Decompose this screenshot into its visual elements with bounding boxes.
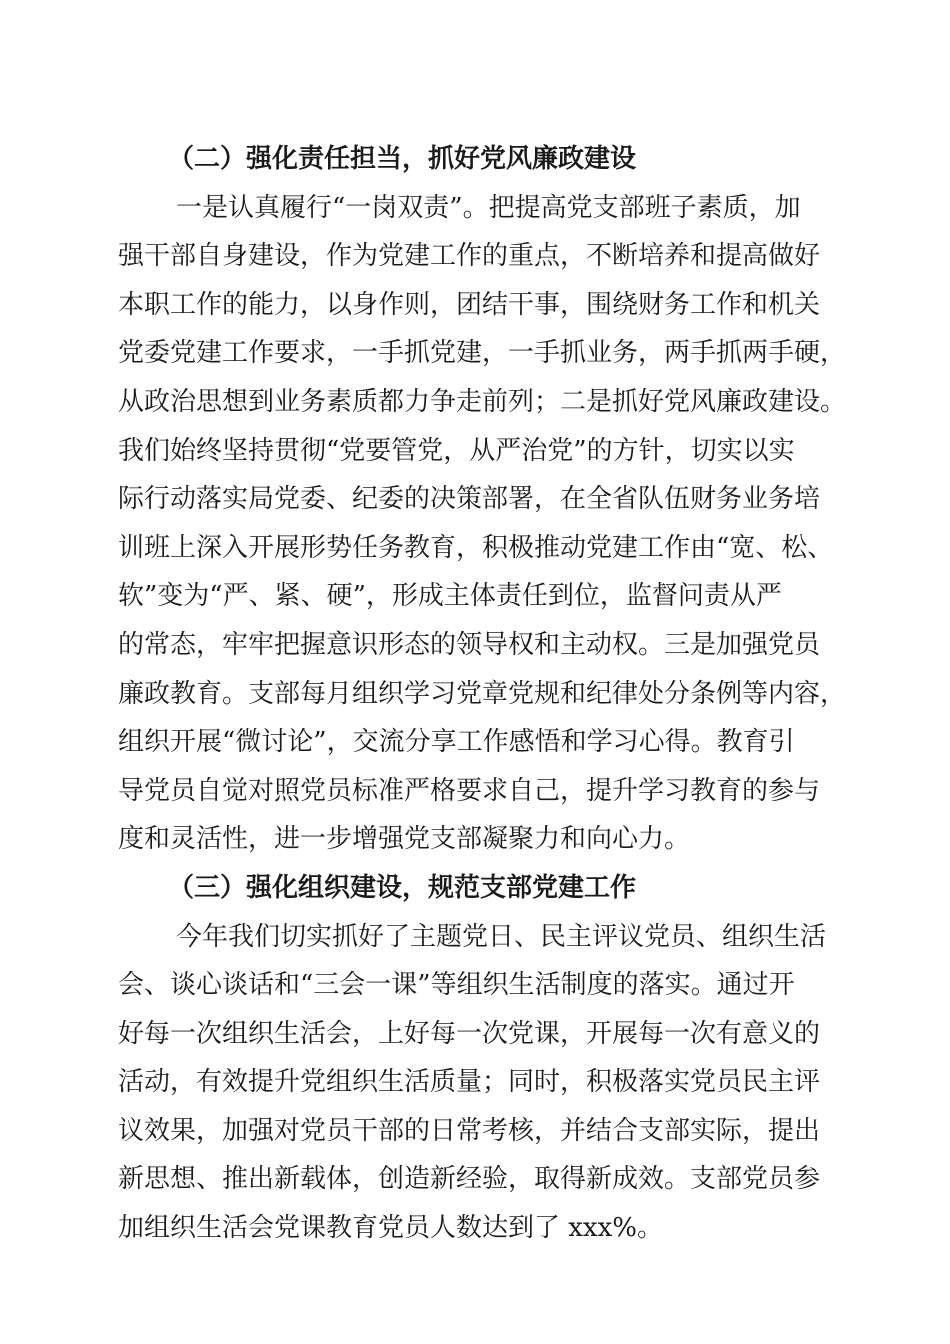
paragraph-line: 廉政教育。支部每月组织学习党章党规和纪律处分条例等内容， [118, 678, 847, 709]
paragraph-line: 好每一次组织生活会，上好每一次党课，开展每一次有意义的 [118, 1018, 821, 1049]
paragraph-line: 加组织生活会党课教育党员人数达到了 xxx%。 [118, 1213, 663, 1244]
paragraph-line: 软”变为“严、紧、硬”，形成主体责任到位，监督问责从严 [118, 581, 782, 612]
paragraph-line: 我们始终坚持贯彻“党要管党，从严治党”的方针，切实以实 [118, 435, 795, 466]
paragraph-line: 导党员自觉对照党员标准严格要求自己，提升学习教育的参与 [118, 775, 821, 806]
paragraph-line: 际行动落实局党委、纪委的决策部署，在全省队伍财务业务培 [118, 484, 821, 515]
paragraph-line: 训班上深入开展形势任务教育，积极推动党建工作由“宽、松、 [118, 532, 834, 563]
document-body [118, 135, 847, 1253]
paragraph-line: 强干部自身建设，作为党建工作的重点，不断培养和提高做好 [118, 241, 821, 272]
paragraph-line: 的常态，牢牢把握意识形态的领导权和主动权。三是加强党员 [118, 629, 821, 660]
section-paragraph [118, 913, 836, 1253]
paragraph-line: 议效果，加强对党员干部的日常考核，并结合支部实际，提出 [118, 1115, 821, 1146]
section-heading: （三）强化组织建设，规范支部党建工作 [168, 872, 637, 903]
paragraph-line: 会、谈心谈话和“三会一课”等组织生活制度的落实。通过开 [118, 970, 795, 1001]
section-heading: （二）强化责任担当，抓好党风廉政建设 [168, 144, 637, 174]
paragraph-line: 新思想、推出新载体，创造新经验，取得新成效。支部党员参 [118, 1164, 821, 1195]
paragraph-line: 度和灵活性，进一步增强党支部凝聚力和向心力。 [118, 824, 691, 855]
section-paragraph [118, 184, 847, 864]
paragraph-line: 一是认真履行“一岗双责”。把提高党支部班子素质，加 [176, 192, 801, 223]
paragraph-line: 组织开展“微讨论”，交流分享工作感悟和学习心得。教育引 [118, 727, 795, 758]
paragraph-line: 今年我们切实抓好了主题党日、民主评议党员、组织生活 [176, 921, 827, 952]
paragraph-line: 本职工作的能力，以身作则，团结干事，围绕财务工作和机关 [118, 289, 821, 320]
paragraph-line: 活动，有效提升党组织生活质量；同时，积极落实党员民主评 [118, 1067, 821, 1098]
paragraph-line: 从政治思想到业务素质都力争走前列；二是抓好党风廉政建设。 [118, 386, 847, 417]
paragraph-line: 党委党建工作要求，一手抓党建，一手抓业务，两手抓两手硬， [118, 338, 847, 369]
